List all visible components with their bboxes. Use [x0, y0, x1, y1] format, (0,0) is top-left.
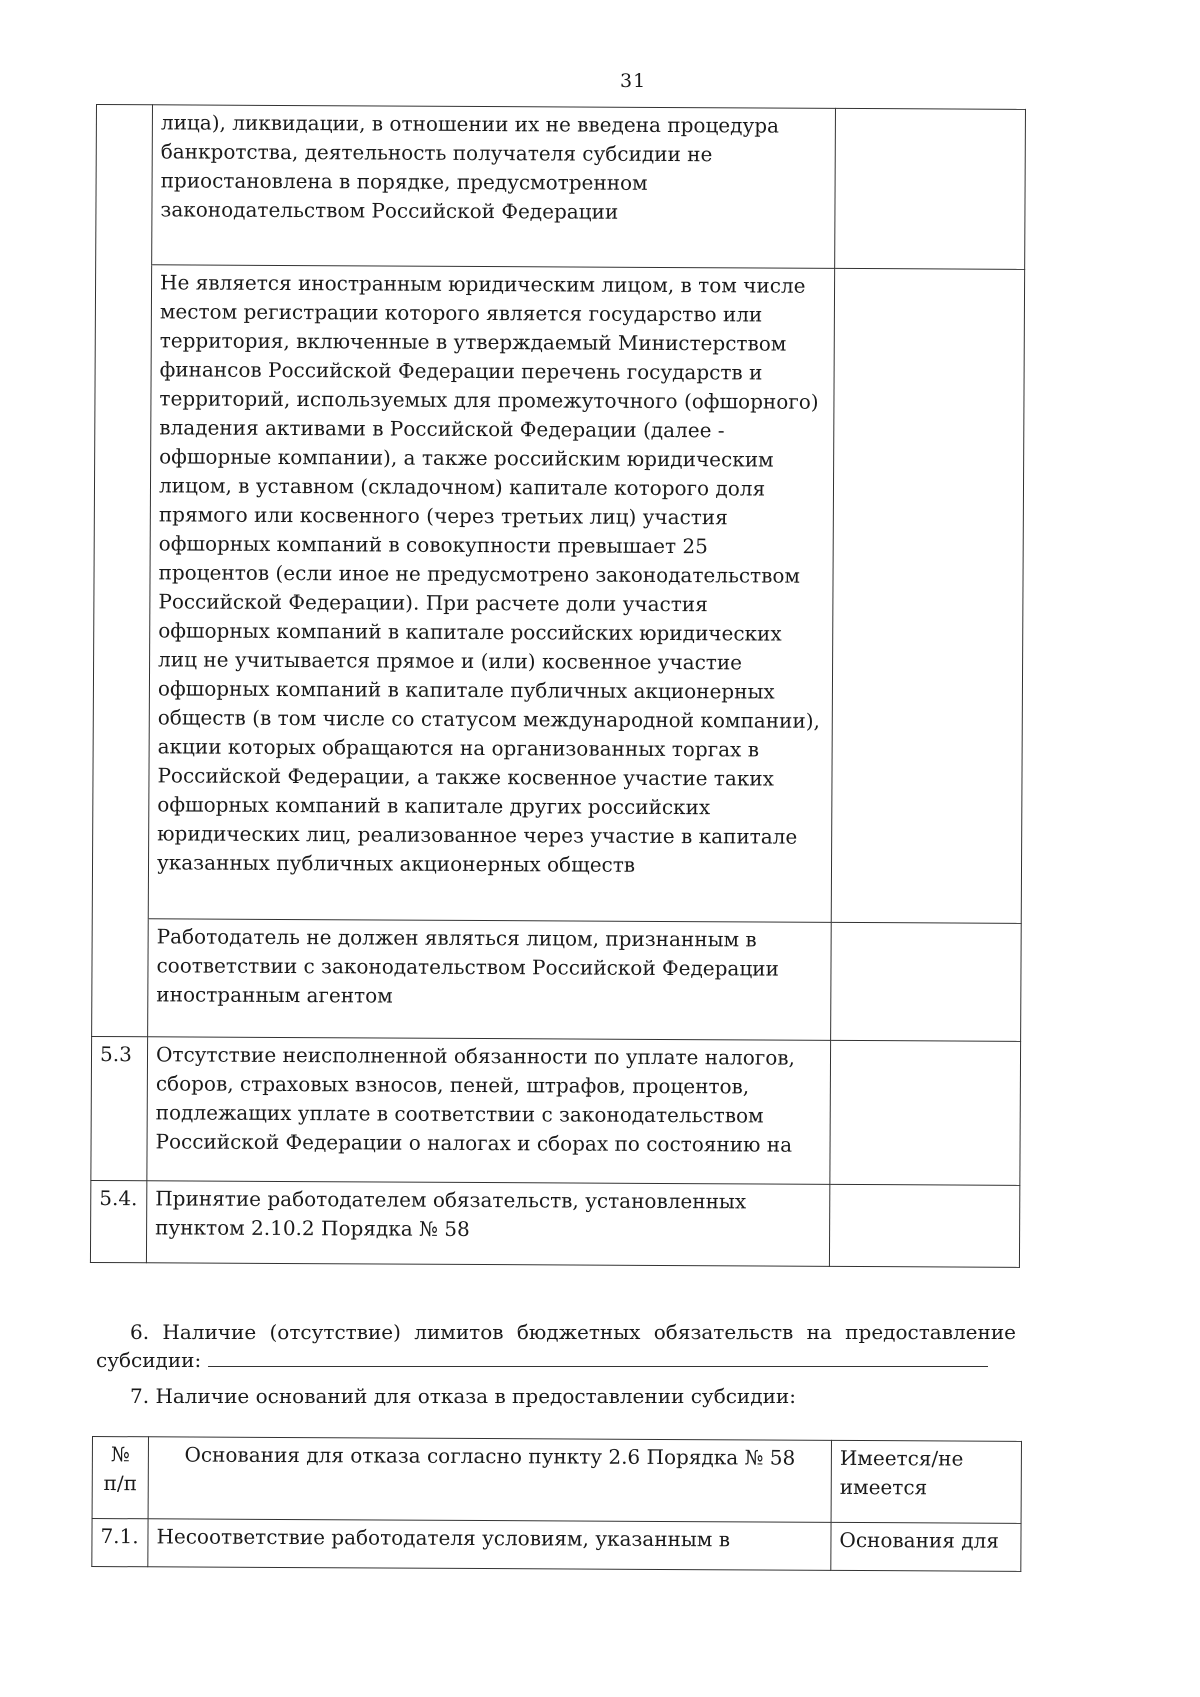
paragraph-6 — [96, 1318, 1016, 1374]
blank-line — [208, 1348, 988, 1367]
header-grounds: Основания для отказа согласно пункту 2.6 Порядка № 58 — [148, 1437, 831, 1523]
row-text: Отсутствие неисполненной обязанности по уплате налогов, сборов, страховых взносов, пеней, штрафов, процентов, подлежащих уплате в соответствии с законодательством Российской Федерации о налогах и сборах по состоянию на — [147, 1037, 831, 1185]
table-row — [92, 265, 1024, 924]
row-number: 5.3 — [91, 1036, 148, 1180]
row-text: Работодатель не должен являться лицом, признанным в соответствии с законодательством Российской Федерации иностранным агентом — [148, 919, 832, 1041]
header-availability: Имеется/не имеется — [831, 1440, 1021, 1523]
row-text: лица), ликвидации, в отношении их не введена процедура банкротства, деятельность получателя субсидии не приостановлена в порядке, предусмотренном законодательством Российской Федерации — [152, 105, 836, 269]
row-number — [96, 105, 153, 265]
table-row — [90, 1180, 1019, 1267]
refusal-grounds-table — [91, 1436, 1022, 1572]
table-row — [92, 1519, 1021, 1572]
row-value — [835, 108, 1026, 269]
table-header-row — [92, 1437, 1021, 1524]
row-value — [831, 268, 1024, 923]
row-number — [92, 918, 149, 1036]
row-value — [830, 1040, 1021, 1185]
table-row — [96, 105, 1026, 270]
row-text: Принятие работодателем обязательств, установленных пунктом 2.10.2 Порядка № 58 — [146, 1181, 829, 1267]
row-number — [92, 265, 151, 919]
row-value — [831, 922, 1022, 1041]
header-number: № п/п — [92, 1437, 148, 1519]
table-row — [91, 1036, 1021, 1185]
row-value — [829, 1184, 1019, 1267]
row-number: 5.4. — [90, 1180, 146, 1262]
page-number: 31 — [620, 70, 647, 92]
row-value: Основания для — [831, 1522, 1021, 1571]
paragraph-7: 7. Наличие оснований для отказа в предоставлении субсидии: — [130, 1384, 796, 1408]
paragraph-6-text: 6. Наличие (отсутствие) лимитов бюджетных обязательств на предоставление субсидии: — [96, 1320, 1016, 1372]
row-number: 7.1. — [92, 1519, 148, 1567]
row-text: Не является иностранным юридическим лицом, в том числе местом регистрации которого является государство или территория, включенные в утверждаемый Министерством финансов Российской Федерации перечень государств и территорий, используемых для промежуточного (офшорного) владения активами в Российской Федерации (далее - офшорные компании), а также российским юридическим лицом, в уставном (складочном) капитале которого доля прямого или косвенного (через третьих лиц) участия офшорных компаний в совокупности превышает 25 процентов (если иное не предусмотрено законодательством Российской Федерации). При расчете доли участия офшорных компаний в капитале российских юридических лиц не учитывается прямое и (или) косвенное участие офшорных компаний в капитале публичных акционерных обществ (в том числе со статусом международной компании), акции которых обращаются на организованных торгах в Российской Федерации, а также косвенное участие таких офшорных компаний в капитале других российских юридических лиц, реализованное через участие в капитале указанных публичных акционерных обществ — [148, 265, 834, 923]
table-row — [92, 918, 1022, 1041]
row-text: Несоответствие работодателя условиям, указанным в — [148, 1519, 831, 1571]
conditions-table — [90, 104, 1026, 1268]
